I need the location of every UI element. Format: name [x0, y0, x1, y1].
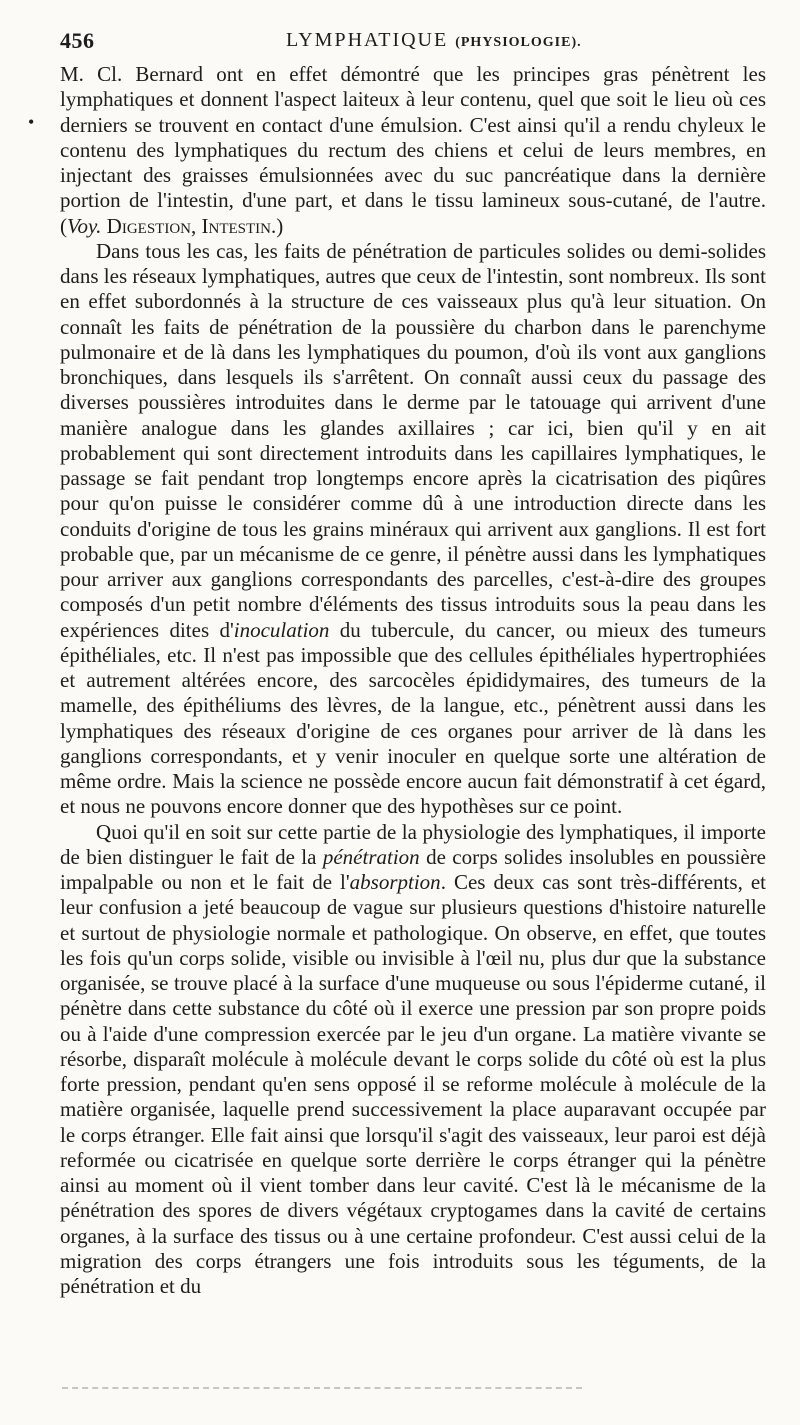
paragraph-3 — [60, 820, 766, 1300]
paragraph-1-text: M. Cl. Bernard ont en effet démontré que les principes gras pénètrent les lymphatiques et donnent l'aspect laiteux à leur contenu, quel que soit le lieu où ces derniers se trouvent en contact d'une émulsion. C'est ainsi qu'il a rendu chyleux le contenu des lymphatiques du rectum des chiens et celui de leurs membres, en injectant des graisses émulsionnées avec du suc pancréatique dans la dernière portion de l'intestin, d'une part, et dans le tissu lamineux sous-cutané, de l'autre. — [60, 62, 766, 213]
paragraph-3-italic-term-1: pénétration — [322, 844, 420, 869]
paragraph-2 — [60, 239, 766, 820]
see-also-prefix: Voy. — [67, 213, 102, 238]
paragraph-2-italic-term: inoculation — [233, 617, 330, 642]
paragraph-3-italic-term-2: absorption — [349, 870, 441, 894]
page-header — [60, 28, 766, 58]
footer-rule — [62, 1387, 582, 1389]
paragraph-3-text-end: . Ces deux cas sont très-différents, et leur confusion a jeté beaucoup de vague sur plusieurs questions d'histoire naturelle et surtout de physiologie normale et pathologique. On observe, en effet, que toutes les fois qu'un corps solide, visible ou invisible à l'œil nu, plus dur que la substance organisée, se trouve placé à la surface d'une muqueuse ou sous l'épiderme cutané, il pénètre dans cette substance du côté où il exerce une pression par son propre poids ou à l'aide d'une compression exercée par le jeu d'un organe. La matière vivante se résorbe, disparaît molécule à molécule devant le corps solide du côté où est la plus forte pression, pendant qu'en sens opposé il se reforme molécule à molécule de la matière organisée, laquelle prend successivement la place auparavant occupée par le corps étranger. Elle fait ainsi que lorsqu'il s'agit des vaisseaux, leur paroi est déjà reformée ou cicatrisée en quelque sorte derrière le corps étranger qui la pénètre ainsi au moment où il vient tomber dans leur cavité. C'est là le mécanisme de la pénétration des spores de divers végétaux cryptogames dans la cavité de certains organes, à la surface des tissus ou à une certaine profondeur. C'est aussi celui de la migration des corps étrangers une fois introduits sous les téguments, de la pénétration et du — [60, 870, 766, 1298]
running-head-subtitle: (PHYSIOLOGIE). — [455, 35, 582, 50]
paragraph-2-text: Dans tous les cas, les faits de pénétration de particules solides ou demi-solides dans les réseaux lymphatiques, autres que ceux de l'intestin, sont nombreux. Ils sont en effet subordonnés à la structure de ces vaisseaux plus qu'à leur situation. On connaît les faits de pénétration de la poussière du charbon dans le parenchyme pulmonaire et de là dans les lymphatiques du poumon, d'où ils vont aux ganglions bronchiques, dans lesquels ils s'arrêtent. On connaît aussi ceux du passage des diverses poussières introduites dans le derme par le tatouage qui arrivent d'une manière analogue dans les glandes axillaires ; car ici, bien qu'il y en ait probablement qui sont directement introduits dans les capillaires lymphatiques, le passage se fait pendant trop longtemps encore après la cicatrisation des piqûres pour qu'on puisse le considérer comme dû à une introduction directe dans les conduits d'origine de tous les grains minéraux qui arrivent aux ganglions. Il est fort probable que, par un mécanisme de ce genre, il pénètre aussi dans les lymphatiques pour arriver aux ganglions correspondants des parcelles, c'est-à-dire des groupes composés d'un petit nombre d'éléments des tissus introduits sous la peau dans les expériences dites d' — [60, 238, 766, 642]
running-head — [286, 29, 582, 52]
paragraph-1: M. Cl. Bernard ont en effet démontré que les principes gras pénètrent les lymphatiques et donnent l'aspect laiteux à leur contenu, quel que soit le lieu où ces derniers se trouvent en contact d'une émulsion. C'est ainsi qu'il a rendu chyleux le contenu des lymphatiques du rectum des chiens et celui de leurs membres, en injectant des graisses émulsionnées avec du suc pancréatique dans la dernière portion de l'intestin, d'une part, et dans le tissu lamineux sous-cutané, de l'autre. (Voy. Digestion, Intestin.) — [60, 62, 766, 238]
margin-bullet-mark: • — [28, 112, 35, 132]
paragraph-3-text: Quoi qu'il en soit sur cette partie de la physiologie des lymphatiques, il importe de bien distinguer le fait de la — [60, 819, 766, 869]
paragraph-2-text-continued: du tubercule, du cancer, ou mieux des tumeurs épithéliales, etc. Il n'est pas impossible que des cellules épithéliales hypertrophiées et autrement altérées encore, des sarcocèles épididymaires, des tumeurs de la mamelle, des épithéliums des lèvres, de la langue, etc., pénètrent aussi dans les lymphatiques des réseaux d'origine de ces organes pour arriver de là dans les ganglions correspondants, et y venir inoculer en quelque sorte une altération de même ordre. Mais la science ne possède encore aucun fait démonstratif à cet égard, et nous ne pouvons encore donner que des hypothèses sur ce point. — [60, 617, 766, 819]
body-text — [60, 62, 766, 1299]
running-head-title: LYMPHATIQUE — [286, 29, 449, 51]
see-also-terms: Digestion, Intestin. — [106, 213, 277, 238]
page-number: 456 — [60, 28, 95, 53]
paragraph-3-text-continued: de corps solides insolubles en poussière impalpable ou non et le fait de l' — [60, 844, 766, 894]
